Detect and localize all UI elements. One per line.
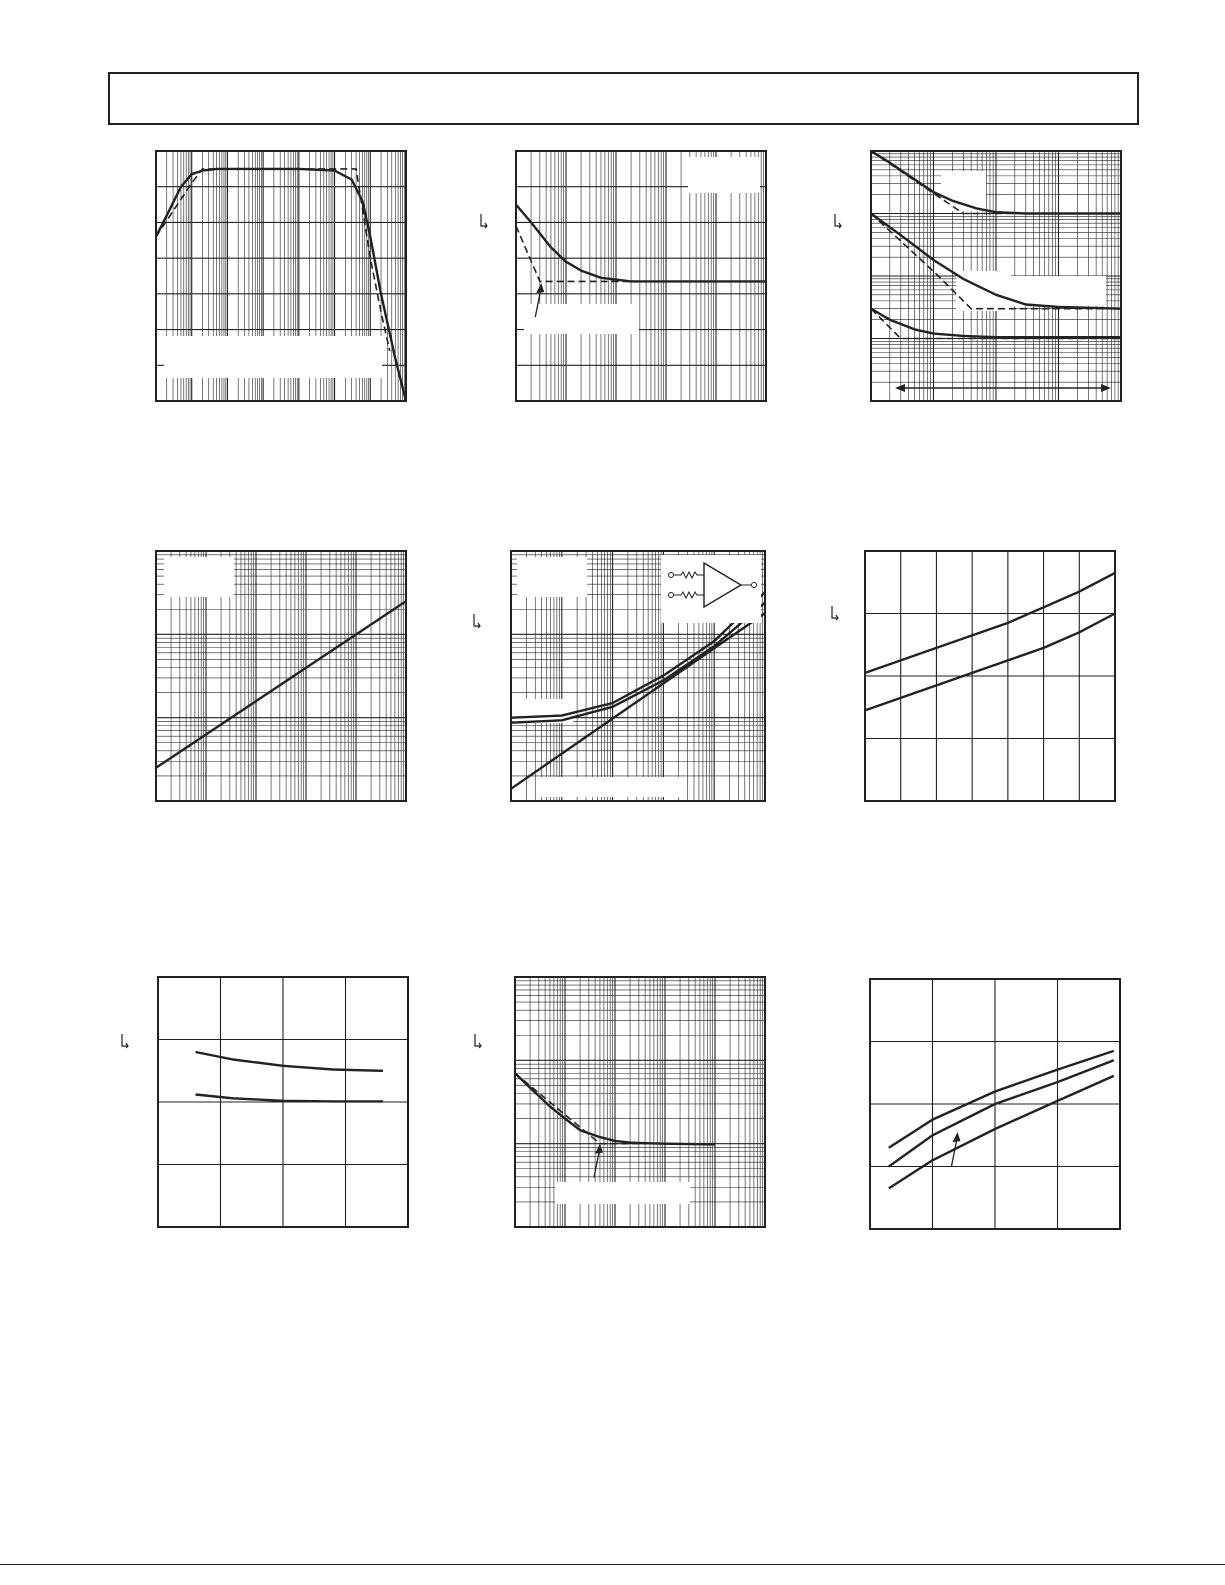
input-terminal-1 [669,573,674,578]
range-arrow-right-head [1101,384,1111,392]
range-arrow-left-head [895,384,905,392]
series-lower [889,1076,1114,1189]
label-box [956,271,1011,311]
label-box [164,557,234,597]
arrow-head [595,1144,603,1154]
chart-9 [870,979,1120,1229]
label-box [688,157,760,193]
footer-rule [0,1564,1225,1565]
chart-8 [515,977,765,1227]
series-upper [865,573,1115,673]
label-box [555,1182,690,1204]
chart-1 [156,151,406,401]
series-upper [889,1051,1114,1148]
series-asymptote [516,226,766,281]
series-measured [516,205,766,282]
chart-2 [516,151,766,401]
chart-4 [156,551,406,801]
chart-7 [158,977,408,1227]
series-middle [889,1060,1114,1166]
label-box [541,777,681,797]
label-box [517,557,587,597]
axis-glyph-8 [472,1032,484,1052]
y-gridlines [865,551,1115,801]
chart-5 [511,551,765,801]
label-box [1011,276,1106,306]
output-terminal [752,583,757,588]
axis-glyph-6 [829,604,841,624]
series-lower [196,1095,384,1102]
series-asymptote [156,169,390,351]
label-box [164,336,382,378]
axis-glyph-5 [471,612,483,632]
section-title-box [108,72,1139,125]
series-upper [196,1052,384,1071]
chart-3 [871,151,1121,401]
axis-glyph-2 [478,212,490,232]
axis-glyph-7 [119,1032,131,1052]
arrow-head [953,1132,961,1142]
input-terminal-2 [669,593,674,598]
axis-glyph-3 [832,212,844,232]
label-box [524,304,639,334]
arrow-head [536,283,544,293]
op-amp-schematic [661,555,761,623]
chart-6 [865,551,1115,801]
